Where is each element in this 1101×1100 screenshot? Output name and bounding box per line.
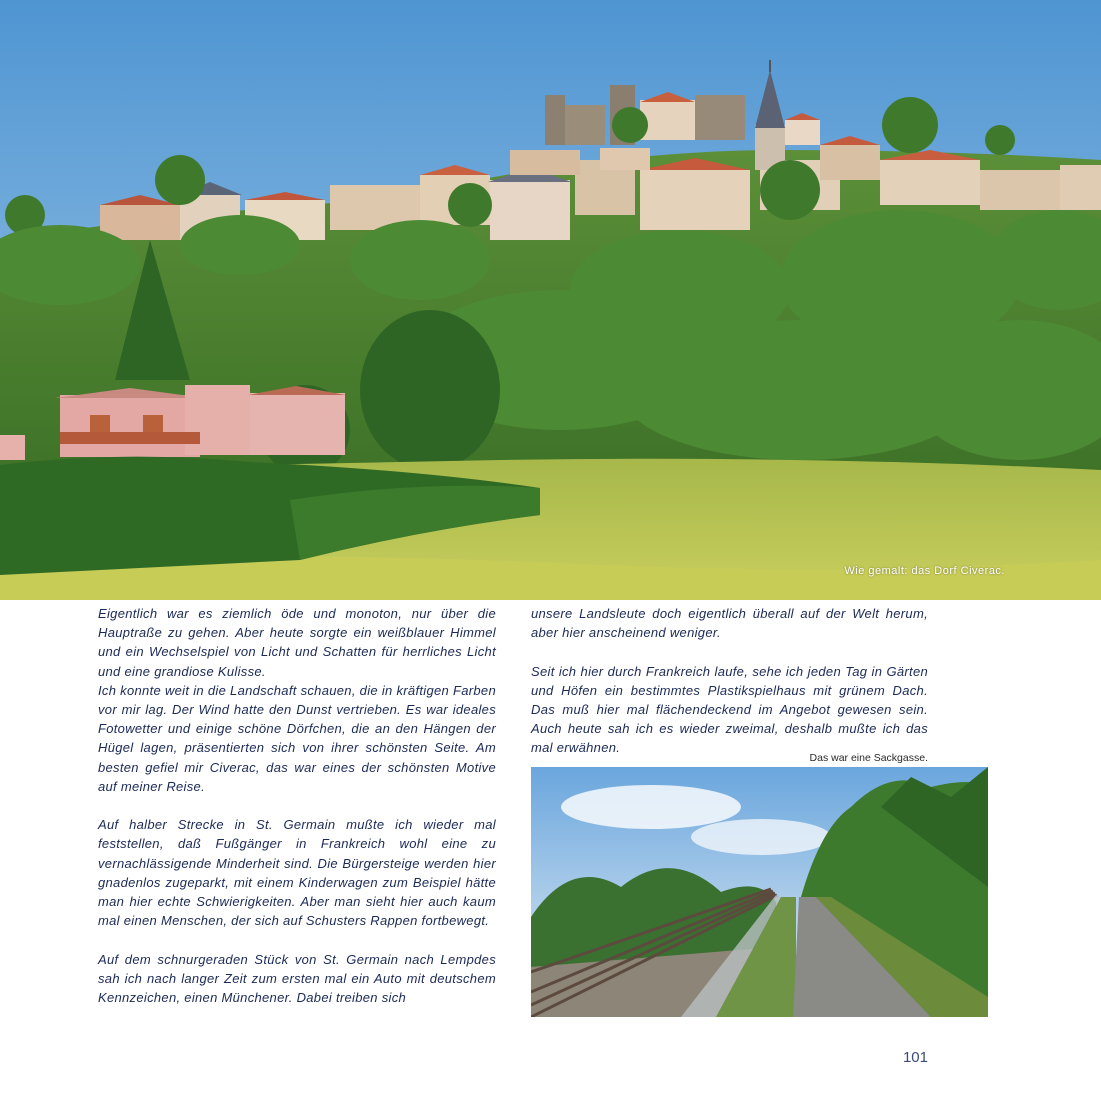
- railway-path-image: [531, 767, 988, 1017]
- text-column-left: [98, 604, 496, 1026]
- paragraph: unsere Landsleute doch eigentlich überall auf der Welt herum, aber hier anscheinend weniger.: [531, 606, 928, 641]
- photo-caption: Das war eine Sackgasse.: [809, 752, 928, 764]
- paragraph: Eigentlich war es ziemlich öde und monoton, nur über die Hauptraße zu gehen. Aber heute sorgte ein weißblauer Himmel und ein Wechselspiel von Licht und Schatten für herrliches Licht und eine grandiose Kulisse. Ich konnte weit in die Landschaft schauen, die in kräftigen Farben vor mir lag. Der Wind hatte den Dunst vertrieben. Es war ideales Fotowetter und einige schöne Dörfchen, die an den Hängen der Hügel lagen, präsentierten sich von ihrer schönsten Seite. Am besten gefiel mir Civerac, das war eines der schönsten Motive auf meiner Reise.: [98, 606, 496, 794]
- page-number: 101: [902, 1049, 928, 1066]
- text-column-right: [531, 604, 928, 777]
- railway-path-photo: [531, 767, 988, 1017]
- paragraph: Auf halber Strecke in St. Germain mußte ich wieder mal feststellen, daß Fußgänger in Frankreich wohl eine zu vernachlässigende Minderheit sind. Die Bürgersteige werden hier gnadenlos zugeparkt, mit einem Kinderwagen zum Beispiel hätte man hier echte Schwierigkeiten. Aber man sieht hier auch kaum mal einen Menschen, der sich auf Schusters Rappen fortbewegt.: [98, 817, 496, 929]
- paragraph: Auf dem schnurgeraden Stück von St. Germain nach Lempdes sah ich nach langer Zeit zum ersten mal ein Auto mit deutschem Kennzeichen, einen Münchener. Dabei treiben sich: [98, 951, 496, 1006]
- paragraph: Seit ich hier durch Frankreich laufe, sehe ich jeden Tag in Gärten und Höfen ein bestimmtes Plastikspielhaus mit grünem Dach. Das muß hier mal flächendeckend im Angebot gewesen sein. Auch heute sah ich es wieder zweimal, deshalb mußte ich das mal erwähnen.: [531, 663, 928, 756]
- hero-caption: Wie gemalt: das Dorf Civerac.: [844, 565, 1005, 577]
